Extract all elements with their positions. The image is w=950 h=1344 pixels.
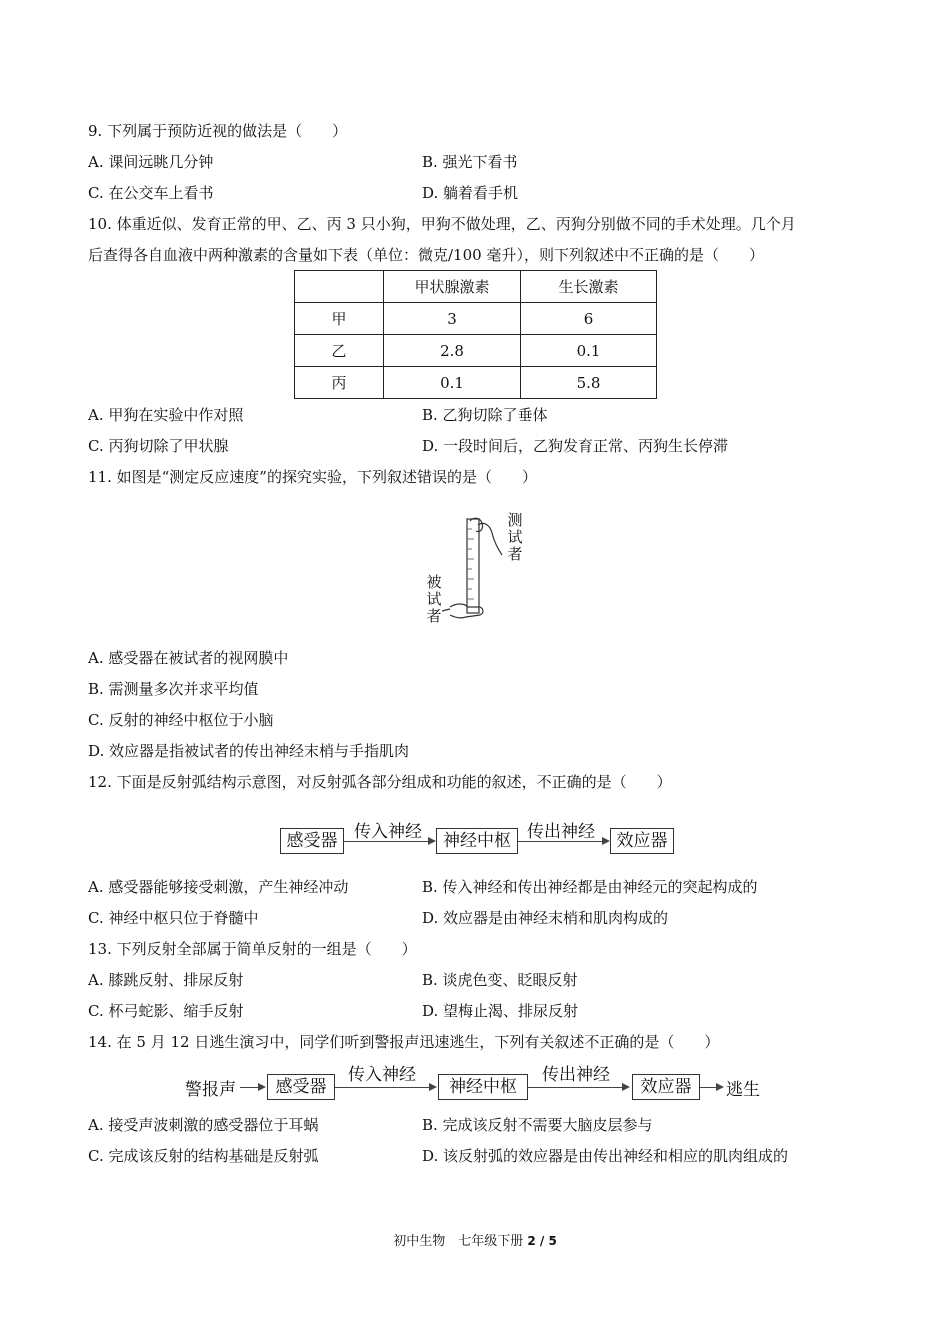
subject-label xyxy=(426,574,442,625)
q14-stem: 14. 在 5 月 12 日逃生演习中，同学们听到警报声迅速逃生，下列有关叙述不正确的是（ ） xyxy=(88,1033,720,1051)
hormone-table xyxy=(294,270,657,399)
tester-label xyxy=(507,512,523,563)
tester-label-char: 试 xyxy=(507,528,523,546)
table-cell: 乙 xyxy=(295,335,384,367)
q13-option-c: C. 杯弓蛇影、缩手反射 xyxy=(88,1002,244,1020)
q12-option-a: A. 感受器能够接受刺激，产生神经冲动 xyxy=(88,878,349,896)
flow-stimulus-label: 警报声 xyxy=(185,1080,236,1100)
q12-option-c: C. 神经中枢只位于脊髓中 xyxy=(88,909,259,927)
table-cell: 6 xyxy=(521,303,657,335)
q14-option-a: A. 接受声波刺激的感受器位于耳蜗 xyxy=(88,1116,319,1134)
table-cell: 0.1 xyxy=(521,335,657,367)
flow-arrow xyxy=(335,1087,435,1088)
flow-center-box: 神经中枢 xyxy=(436,828,518,854)
q10-option-a: A. 甲狗在实验中作对照 xyxy=(88,406,244,424)
q10-option-d: D. 一段时间后，乙狗发育正常、丙狗生长停滞 xyxy=(422,437,729,455)
q14-option-b: B. 完成该反射不需要大脑皮层参与 xyxy=(422,1116,653,1134)
q11-option-c: C. 反射的神经中枢位于小脑 xyxy=(88,711,274,729)
table-header-row xyxy=(295,271,657,303)
flow-efferent-label: 传出神经 xyxy=(542,1065,610,1085)
tester-label-char: 者 xyxy=(507,545,523,563)
flow-receptor-box: 感受器 xyxy=(280,828,344,854)
table-cell: 丙 xyxy=(295,367,384,399)
page-number: 2 / 5 xyxy=(527,1234,557,1248)
q11-option-a: A. 感受器在被试者的视网膜中 xyxy=(88,649,289,667)
flow-arrow xyxy=(240,1087,264,1088)
flow-arrow xyxy=(528,1087,628,1088)
table-cell: 0.1 xyxy=(384,367,521,399)
flow-arrow xyxy=(518,841,608,842)
subject-label-char: 试 xyxy=(426,590,442,608)
ruler-experiment-figure xyxy=(440,515,510,627)
table-row xyxy=(295,303,657,335)
table-cell: 5.8 xyxy=(521,367,657,399)
q10-stem-line1: 10. 体重近似、发育正常的甲、乙、丙 3 只小狗，甲狗不做处理，乙、丙狗分别做不同的手术处理。几个月 xyxy=(88,215,796,233)
q11-option-d: D. 效应器是指被试者的传出神经末梢与手指肌肉 xyxy=(88,742,410,760)
footer-subject: 初中生物 七年级下册 xyxy=(393,1234,524,1249)
flow-afferent-label: 传入神经 xyxy=(348,1065,416,1085)
flow-receptor-box: 感受器 xyxy=(267,1074,335,1100)
q9-option-a: A. 课间远眺几分钟 xyxy=(88,153,214,171)
flow-afferent-label: 传入神经 xyxy=(354,822,422,842)
q11-stem: 11. 如图是“测定反应速度”的探究实验，下列叙述错误的是（ ） xyxy=(88,468,537,486)
q13-option-b: B. 谈虎色变、眨眼反射 xyxy=(422,971,578,989)
subject-label-char: 者 xyxy=(426,607,442,625)
q12-option-d: D. 效应器是由神经末梢和肌肉构成的 xyxy=(422,909,669,927)
flow-response-label: 逃生 xyxy=(726,1080,760,1100)
flow-center-box: 神经中枢 xyxy=(438,1074,528,1100)
table-header-cell: 生长激素 xyxy=(521,271,657,303)
table-header-cell: 甲状腺激素 xyxy=(384,271,521,303)
q10-option-c: C. 丙狗切除了甲状腺 xyxy=(88,437,229,455)
q12-stem: 12. 下面是反射弧结构示意图，对反射弧各部分组成和功能的叙述，不正确的是（ ） xyxy=(88,773,672,791)
flow-arrow xyxy=(344,841,434,842)
q10-stem-line2: 后查得各自血液中两种激素的含量如下表（单位：微克/100 毫升），则下列叙述中不正确的是（ ） xyxy=(88,246,764,264)
q9-option-d: D. 躺着看手机 xyxy=(422,184,519,202)
q12-option-b: B. 传入神经和传出神经都是由神经元的突起构成的 xyxy=(422,878,758,896)
table-cell: 2.8 xyxy=(384,335,521,367)
table-cell: 3 xyxy=(384,303,521,335)
q14-option-c: C. 完成该反射的结构基础是反射弧 xyxy=(88,1147,319,1165)
q13-option-a: A. 膝跳反射、排尿反射 xyxy=(88,971,244,989)
q13-option-d: D. 望梅止渴、排尿反射 xyxy=(422,1002,579,1020)
table-header-cell xyxy=(295,271,384,303)
flow-effector-box: 效应器 xyxy=(610,828,674,854)
table-row xyxy=(295,335,657,367)
q9-option-b: B. 强光下看书 xyxy=(422,153,518,171)
q10-option-b: B. 乙狗切除了垂体 xyxy=(422,406,548,424)
page-footer xyxy=(0,1230,950,1249)
q14-option-d: D. 该反射弧的效应器是由传出神经和相应的肌肉组成的 xyxy=(422,1147,789,1165)
flow-arrow xyxy=(700,1087,722,1088)
q13-stem: 13. 下列反射全部属于简单反射的一组是（ ） xyxy=(88,940,417,958)
table-row xyxy=(295,367,657,399)
tester-label-char: 测 xyxy=(507,511,523,529)
flow-effector-box: 效应器 xyxy=(632,1074,700,1100)
q9-option-c: C. 在公交车上看书 xyxy=(88,184,214,202)
subject-label-char: 被 xyxy=(426,573,442,591)
table-cell: 甲 xyxy=(295,303,384,335)
flow-efferent-label: 传出神经 xyxy=(527,822,595,842)
q9-stem: 9. 下列属于预防近视的做法是（ ） xyxy=(88,122,348,140)
q11-option-b: B. 需测量多次并求平均值 xyxy=(88,680,259,698)
